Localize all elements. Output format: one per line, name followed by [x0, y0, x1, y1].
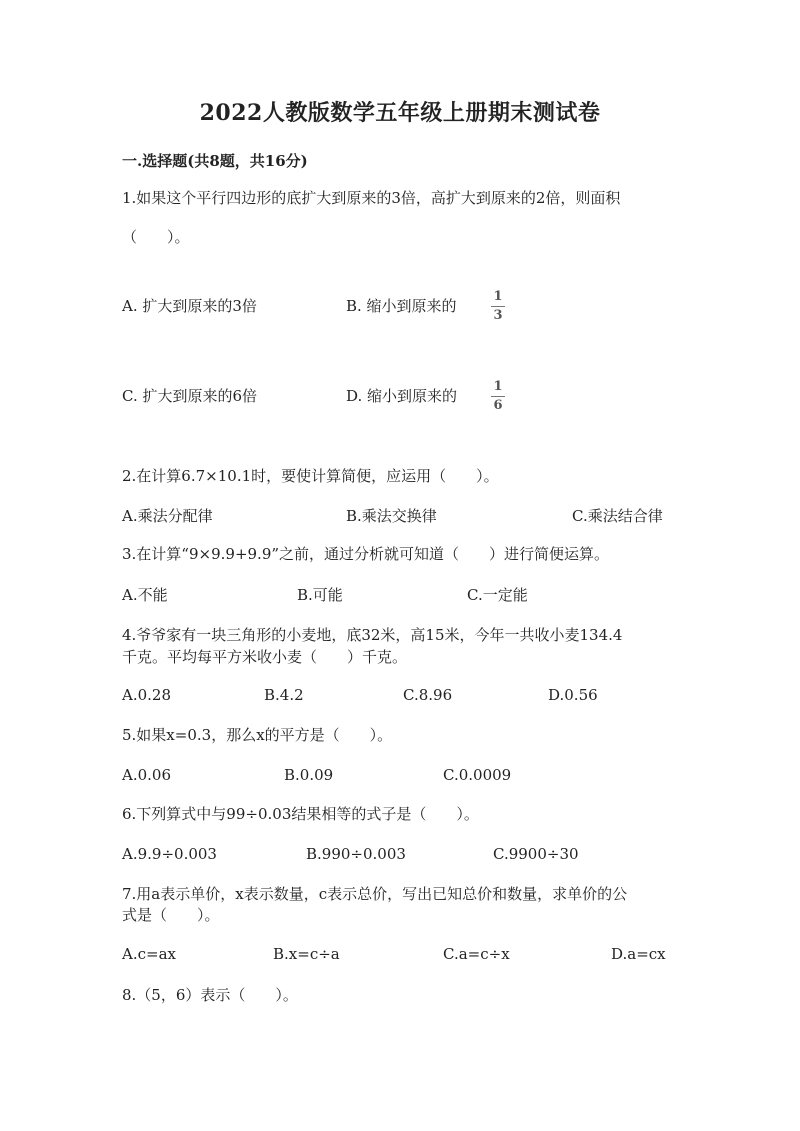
- page-title: 2022人教版数学五年级上册期末测试卷: [199, 100, 601, 126]
- fraction-numerator: 1: [493, 289, 503, 304]
- question-1-option-d: D. 缩小到原来的: [346, 387, 458, 405]
- question-1-option-d-fraction: [491, 379, 505, 414]
- question-7-option-b: B.x=c÷a: [273, 945, 340, 963]
- question-4-option-d: D.0.56: [548, 686, 598, 704]
- question-1-option-b: B. 缩小到原来的: [346, 297, 457, 315]
- question-2-option-c: C.乘法结合律: [572, 507, 663, 525]
- question-3-text: 3.在计算“9×9.9+9.9”之前，通过分析就可知道（ ）进行简便运算。: [122, 545, 610, 563]
- question-7-text-line2: 式是（ ）。: [122, 906, 220, 924]
- question-4-option-c: C.8.96: [403, 686, 453, 704]
- question-1-option-b-fraction: [491, 289, 505, 324]
- question-4-text-line2: 千克。平均每平方米收小麦（ ）千克。: [122, 648, 408, 666]
- question-3-option-c: C.一定能: [467, 586, 528, 604]
- fraction-numerator: 1: [493, 379, 503, 394]
- question-1-text-line2: （ ）。: [122, 228, 190, 246]
- question-5-option-c: C.0.0009: [443, 766, 512, 784]
- question-2-option-b: B.乘法交换律: [346, 507, 437, 525]
- question-5-text: 5.如果x=0.3，那么x的平方是（ ）。: [122, 726, 393, 744]
- question-7-option-c: C.a=c÷x: [443, 945, 510, 963]
- question-6-option-a: A.9.9÷0.003: [122, 845, 217, 863]
- section-heading: 一.选择题(共8题，共16分): [122, 152, 308, 170]
- question-2-text: 2.在计算6.7×10.1时，要使计算简便，应运用（ ）。: [122, 467, 499, 485]
- question-1-text: 1.如果这个平行四边形的底扩大到原来的3倍，高扩大到原来的2倍，则面积: [122, 189, 621, 207]
- question-2-option-a: A.乘法分配律: [122, 507, 213, 525]
- question-4-option-b: B.4.2: [264, 686, 304, 704]
- fraction-denominator: 6: [493, 398, 503, 413]
- question-6-option-c: C.9900÷30: [493, 845, 579, 863]
- question-4-option-a: A.0.28: [122, 686, 171, 704]
- question-5-option-b: B.0.09: [284, 766, 334, 784]
- question-6-text: 6.下列算式中与99÷0.03结果相等的式子是（ ）。: [122, 805, 479, 823]
- question-1-option-a: A. 扩大到原来的3倍: [122, 297, 257, 315]
- question-8-text: 8.（5，6）表示（ ）。: [122, 986, 298, 1004]
- question-6-option-b: B.990÷0.003: [306, 845, 406, 863]
- question-1-option-c: C. 扩大到原来的6倍: [122, 387, 258, 405]
- fraction-denominator: 3: [493, 308, 503, 323]
- question-7-text: 7.用a表示单价，x表示数量，c表示总价，写出已知总价和数量，求单价的公: [122, 885, 628, 903]
- question-7-option-a: A.c=ax: [122, 945, 176, 963]
- question-3-option-a: A.不能: [122, 586, 168, 604]
- question-7-option-d: D.a=cx: [611, 945, 666, 963]
- question-3-option-b: B.可能: [297, 586, 343, 604]
- fraction-bar: [491, 396, 505, 397]
- question-4-text: 4.爷爷家有一块三角形的小麦地，底32米，高15米，今年一共收小麦134.4: [122, 626, 623, 644]
- question-5-option-a: A.0.06: [122, 766, 171, 784]
- fraction-bar: [491, 306, 505, 307]
